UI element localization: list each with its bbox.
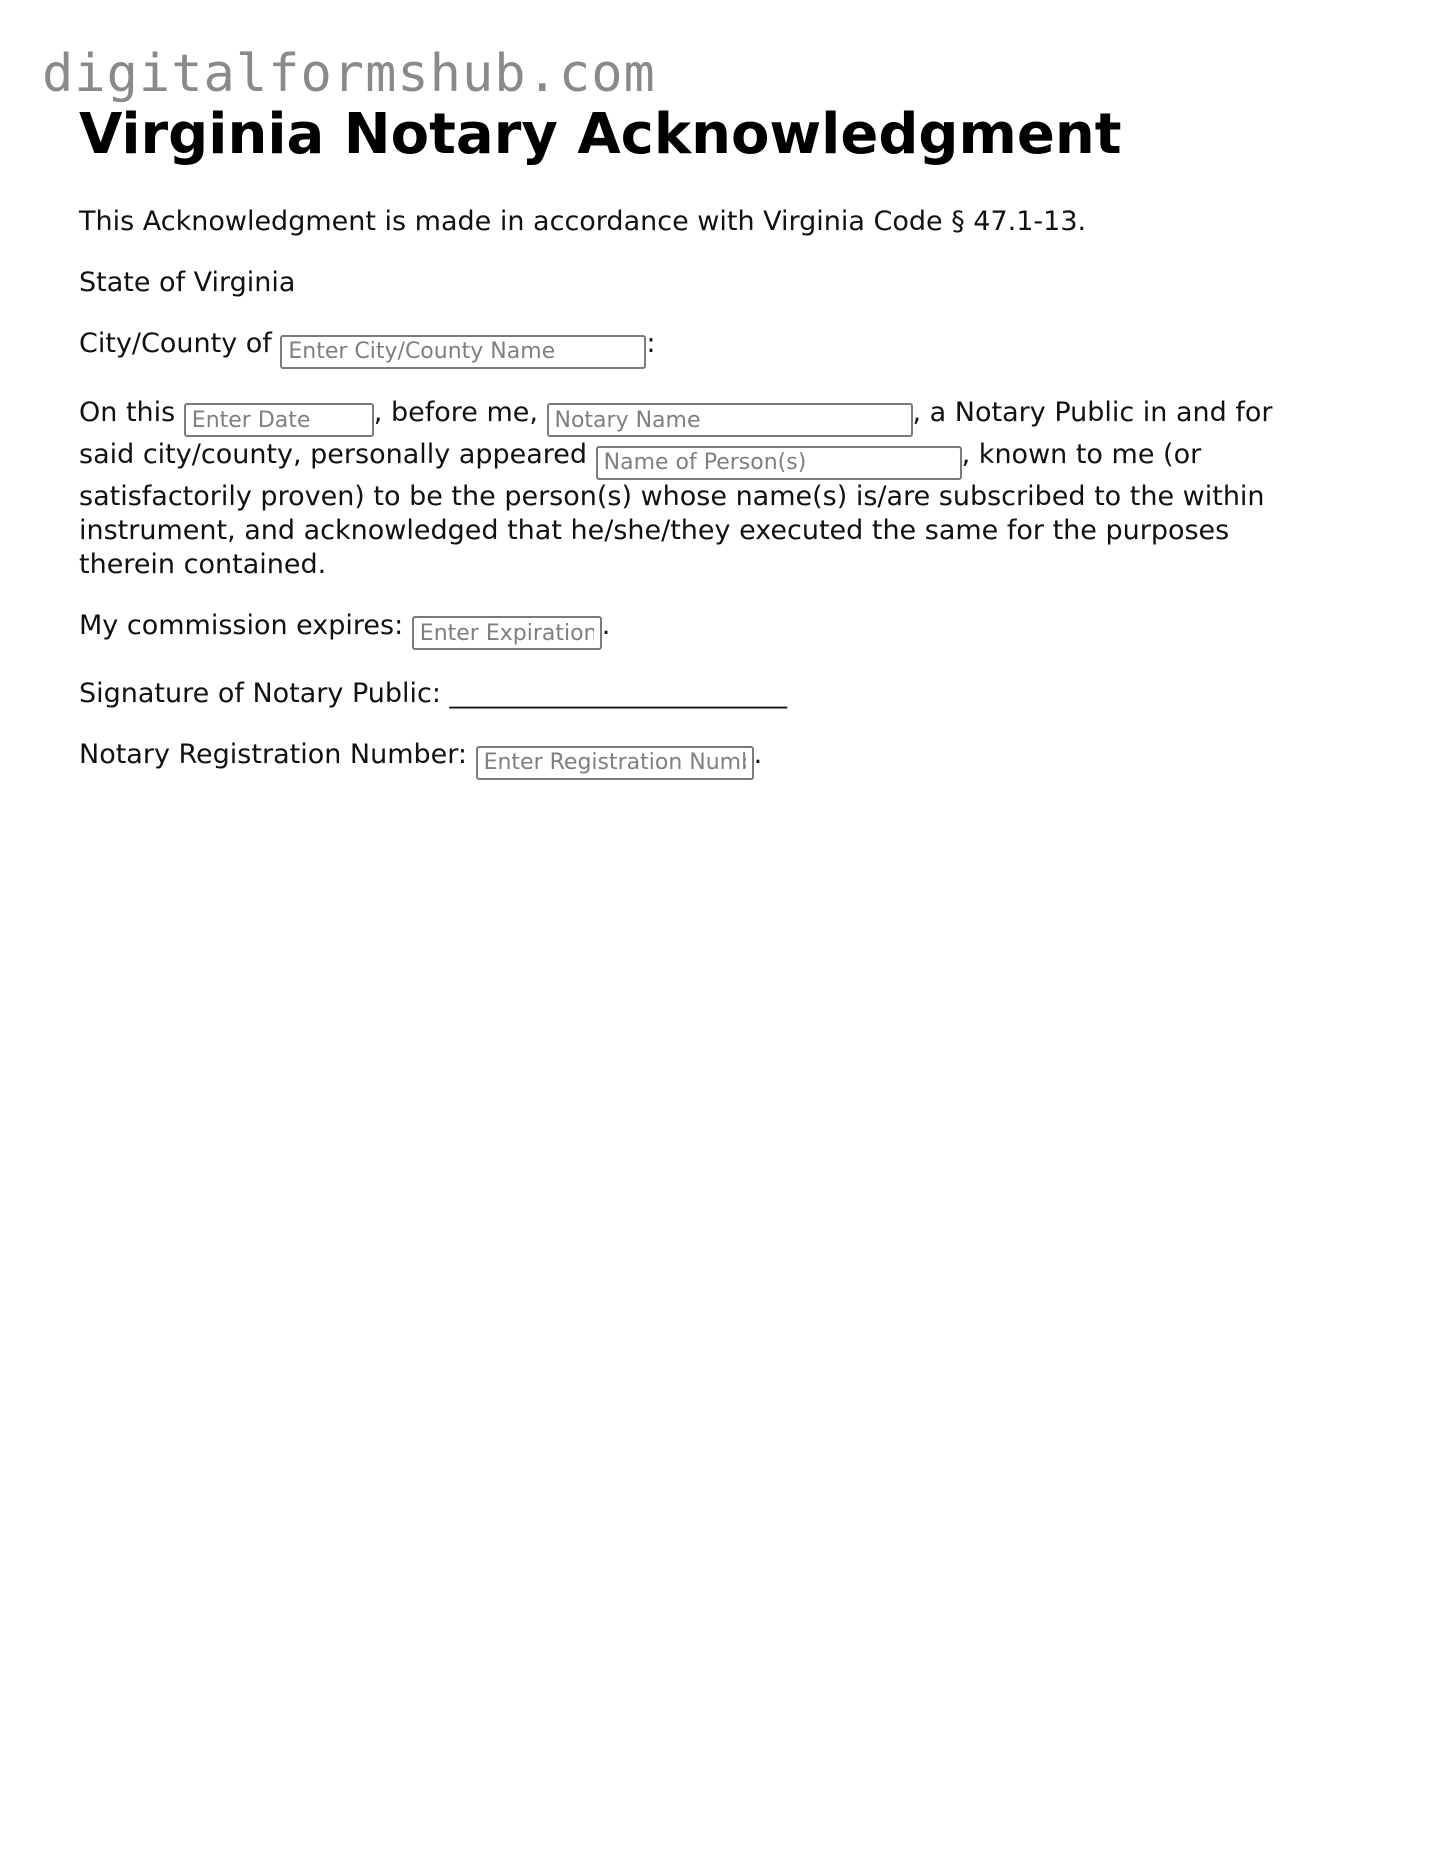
- notary-name-input[interactable]: [547, 403, 913, 437]
- commission-suffix: .: [601, 609, 611, 641]
- known-to-me-text: , known to me (or: [961, 439, 1202, 470]
- registration-label: Notary Registration Number:: [79, 739, 476, 770]
- appeared-text: said city/county, personally appeared: [79, 439, 596, 470]
- city-county-suffix: :: [646, 328, 656, 359]
- acknowledgment-paragraph: [79, 395, 1329, 582]
- registration-suffix: .: [753, 739, 763, 770]
- commission-label: My commission expires:: [79, 609, 412, 641]
- signature-label: Signature of Notary Public:: [79, 678, 450, 709]
- signature-line: [79, 676, 1329, 711]
- notary-public-text: , a Notary Public in and for: [912, 396, 1273, 428]
- commission-line: [79, 608, 1329, 651]
- city-county-label: City/County of: [79, 328, 281, 359]
- signature-blank: _________________________: [449, 678, 788, 709]
- date-input[interactable]: [184, 403, 374, 437]
- on-this-text: On this: [79, 396, 184, 428]
- registration-number-input[interactable]: [476, 746, 754, 780]
- person-name-input[interactable]: [596, 446, 962, 480]
- commission-expiration-input[interactable]: [412, 616, 602, 650]
- intro-text: This Acknowledgment is made in accordance with Virginia Code § 47.1-13.: [79, 206, 1087, 237]
- acknowledgment-rest-text: satisfactorily proven) to be the person(s) whose name(s) is/are subscribed to the within instrument, and acknowledged that he/she/they executed the same for the purposes therein contained.: [79, 480, 1265, 580]
- registration-line: [79, 737, 1329, 780]
- before-me-text: , before me,: [373, 396, 547, 428]
- city-county-input[interactable]: [280, 335, 646, 369]
- acknowledgment-form: [79, 204, 1329, 780]
- site-watermark: digitalformshub.com: [42, 44, 656, 104]
- city-county-line: [79, 326, 1329, 369]
- page-title: Virginia Notary Acknowledgment: [79, 102, 1122, 167]
- state-text: State of Virginia: [79, 267, 296, 298]
